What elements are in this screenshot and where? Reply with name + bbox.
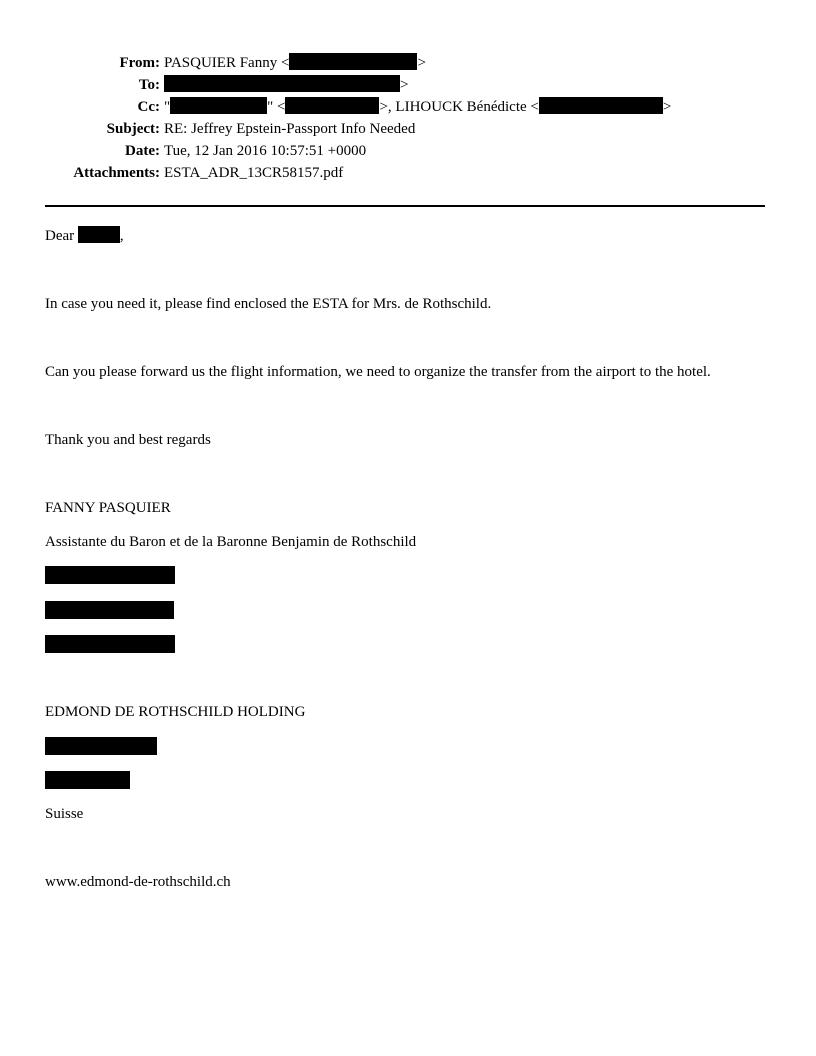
date-label: Date: — [125, 143, 160, 159]
to-close: > — [400, 77, 409, 93]
cc-open-quote: " — [164, 99, 171, 115]
cc-row — [40, 96, 780, 118]
cc-after-name: " < — [267, 99, 286, 115]
to-label: To: — [138, 77, 160, 93]
signature-title: Assistante du Baron et de la Baronne Benjamin de Rothschild — [45, 534, 417, 550]
from-name: PASQUIER Fanny < — [164, 55, 290, 71]
redacted-recipient-name — [78, 226, 120, 243]
date-row — [40, 140, 780, 162]
to-value — [164, 74, 408, 96]
from-value — [164, 52, 426, 74]
from-row — [40, 52, 780, 74]
redacted-signature-line-3 — [45, 635, 175, 653]
cc-close: > — [662, 99, 672, 115]
redacted-address-line-2 — [45, 771, 130, 789]
subject-value: RE: Jeffrey Epstein-Passport Info Needed — [164, 121, 416, 137]
greeting-punct: , — [119, 228, 124, 244]
redacted-signature-line-1 — [45, 566, 175, 584]
signature-name: FANNY PASQUIER — [45, 500, 171, 516]
attachment-file[interactable]: ESTA_ADR_13CR58157.pdf — [164, 165, 344, 181]
redacted-signature-line-2 — [45, 601, 174, 619]
header-divider — [45, 205, 765, 207]
greeting-word: Dear — [45, 228, 75, 244]
cc-after-email: >, LIHOUCK Bénédicte < — [379, 99, 539, 115]
to-row — [40, 74, 780, 96]
body-paragraph-2: Can you please forward us the flight information, we need to organize the transfer from the airport to the hotel. — [45, 364, 711, 380]
email-header — [40, 52, 780, 184]
redacted-from-email — [289, 53, 417, 70]
greeting — [45, 226, 124, 246]
attachments-row — [40, 162, 780, 184]
closing-line: Thank you and best regards — [45, 432, 211, 448]
body-paragraph-1: In case you need it, please find enclosed the ESTA for Mrs. de Rothschild. — [45, 296, 492, 312]
company-name: EDMOND DE ROTHSCHILD HOLDING — [45, 704, 306, 720]
redacted-cc-email-2 — [539, 97, 663, 114]
subject-label: Subject: — [106, 121, 160, 137]
website-link[interactable]: www.edmond-de-rothschild.ch — [45, 874, 231, 890]
redacted-address-line-1 — [45, 737, 157, 755]
from-close: > — [417, 55, 426, 71]
attachments-label: Attachments: — [73, 165, 160, 181]
country: Suisse — [45, 806, 84, 822]
cc-value — [164, 96, 671, 118]
from-label: From: — [119, 55, 160, 71]
redacted-to-address — [164, 75, 400, 92]
redacted-cc-name — [170, 97, 267, 114]
date-value: Tue, 12 Jan 2016 10:57:51 +0000 — [164, 143, 367, 159]
redacted-cc-email — [285, 97, 379, 114]
subject-row — [40, 118, 780, 140]
cc-label: Cc: — [137, 99, 160, 115]
